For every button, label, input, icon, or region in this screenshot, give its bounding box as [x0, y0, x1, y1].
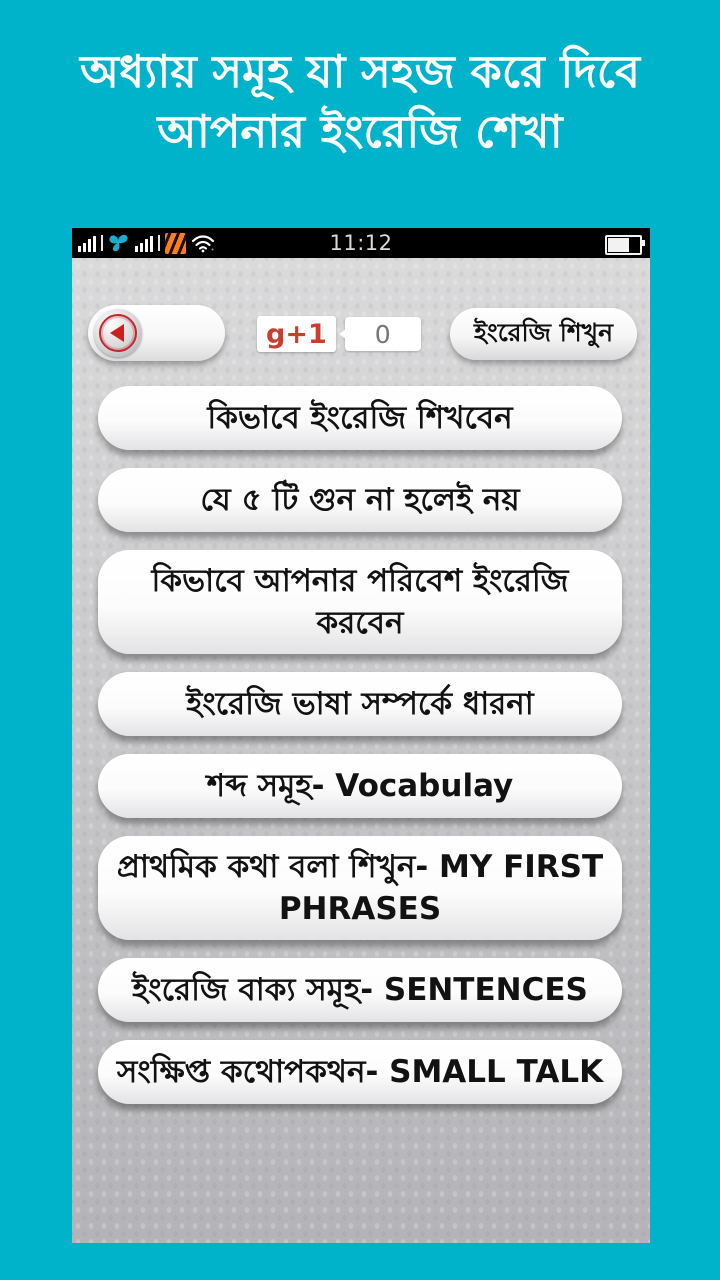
- back-button-circle: [94, 309, 142, 357]
- chapter-button-vocabulary[interactable]: শব্দ সমূহ- Vocabulay: [98, 754, 622, 818]
- chapter-button-sentences[interactable]: ইংরেজি বাক্য সমূহ- SENTENCES: [98, 958, 622, 1022]
- chapter-button-small-talk[interactable]: সংক্ষিপ্ত কথোপকথন- SMALL TALK: [98, 1040, 622, 1104]
- heading-line-1: অধ্যায় সমূহ যা সহজ করে দিবে: [79, 45, 641, 98]
- back-button[interactable]: [88, 305, 225, 361]
- google-plus-one-button[interactable]: g+1: [257, 316, 336, 352]
- chapter-list: [98, 386, 622, 1122]
- app-header: [72, 258, 650, 363]
- page-heading: [0, 42, 720, 162]
- chapter-button-my-first-phrases[interactable]: প্রাথমিক কথা বলা শিখুন- MY FIRST PHRASES: [98, 836, 622, 940]
- back-ring: [99, 314, 137, 352]
- battery-icon: [605, 235, 642, 255]
- status-bar: [72, 228, 650, 258]
- app-title-button[interactable]: ইংরেজি শিখুন: [450, 308, 637, 360]
- chapter-button-idea-about-english[interactable]: ইংরেজি ভাষা সম্পর্কে ধারনা: [98, 672, 622, 736]
- chapter-button-make-environment-english[interactable]: কিভাবে আপনার পরিবেশ ইংরেজি করবেন: [98, 550, 622, 654]
- chapter-button-how-to-learn-english[interactable]: কিভাবে ইংরেজি শিখবেন: [98, 386, 622, 450]
- google-plus-one-count: 0: [345, 317, 421, 351]
- chapter-button-five-qualities[interactable]: যে ৫ টি গুন না হলেই নয়: [98, 468, 622, 532]
- back-arrow-icon: [110, 324, 124, 342]
- status-time: 11:12: [329, 231, 393, 255]
- app-screen: [72, 258, 650, 1243]
- google-plus-one-widget: [257, 316, 421, 352]
- phone-screenshot: [72, 228, 650, 1243]
- heading-line-2: আপনার ইংরেজি শেখা: [157, 105, 563, 158]
